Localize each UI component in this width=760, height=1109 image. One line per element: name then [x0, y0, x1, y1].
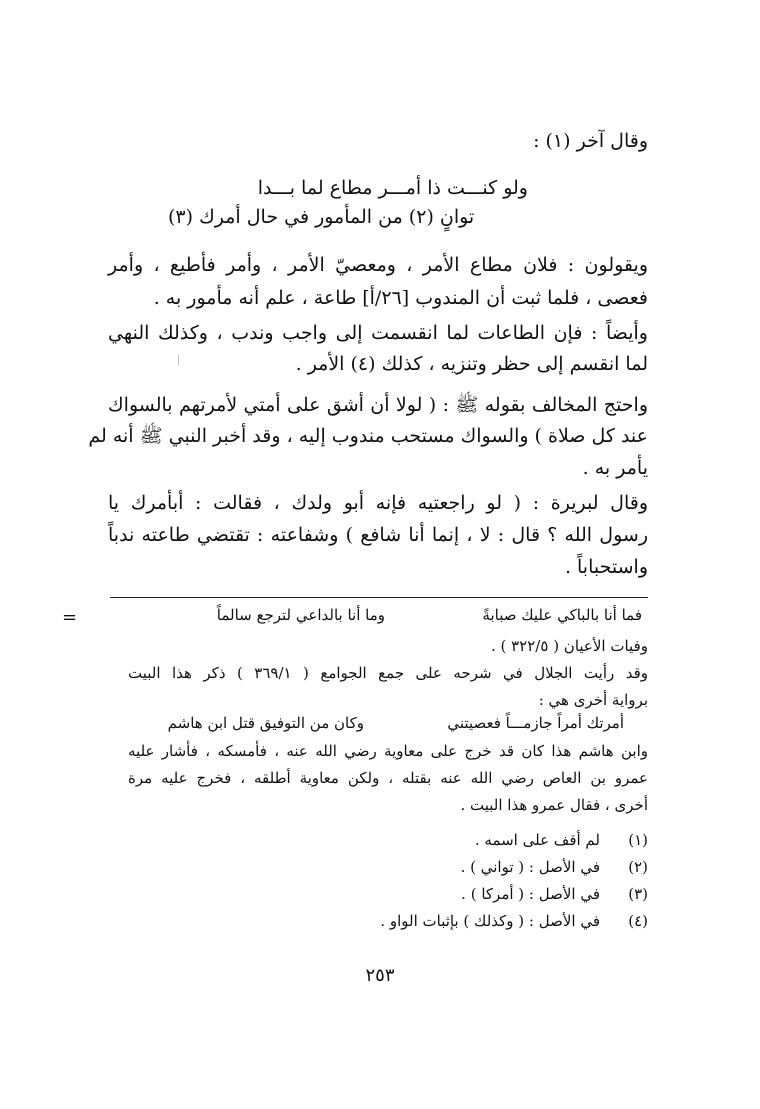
footnote-line: وفيات الأعيان ( ٣٢٢/٥ ) . [490, 637, 648, 655]
paragraph-line: واحتج المخالف بقوله ﷺ : ( لولا أن أشق على أمتي لأمرتهم بالسواك [108, 394, 648, 416]
paragraph-line: لما انقسم إلى حظر وتنزيه ، كذلك (٤) الأمر . [295, 353, 648, 375]
footnote-verse-hemistich: أمرتك أمراً جازمـــاً فعصيتني [447, 714, 624, 732]
footnote-line: برواية أخرى هي : [538, 691, 648, 709]
footnote-text: في الأصل : ( تواني ) . [460, 858, 600, 876]
margin-mark [178, 355, 179, 365]
footnote-text: في الأصل : ( وكذلك ) بإثبات الواو . [380, 912, 600, 930]
page-number: ٢٥٣ [365, 965, 395, 986]
paragraph-line: فعصى ، فلما ثبت أن المندوب [٢٦/أ] طاعة ، علم أنه مأمور به . [153, 287, 648, 309]
paragraph-line: وقال لبريرة : ( لو راجعتيه فإنه أبو ولدك ، فقالت : أبأمرك يا [108, 492, 648, 514]
paragraph-line: عند كل صلاة ) والسواك مستحب مندوب إليه ، وقد أخبر النبي ﷺ أنه لم [88, 425, 648, 447]
footnote-separator [110, 597, 648, 598]
footnote-text: في الأصل : ( أمركا ) . [461, 885, 600, 903]
paragraph-line: رسول الله ؟ قال : لا ، إنما أنا شافع ) وشفاعته : تقتضي طاعته ندباً [108, 524, 648, 546]
footnote-line: أخرى ، فقال عمرو هذا البيت . [460, 796, 648, 814]
footnote-verse-hemistich: وكان من التوفيق قتل ابن هاشم [167, 714, 364, 732]
footnote-line: عمرو بن العاص رضي الله عنه بقتله ، ولكن معاوية أطلقه ، فخرج عليه مرة [128, 769, 648, 787]
paragraph-line: ويقولون : فلان مطاع الأمر ، ومعصيّ الأمر ، وأمر فأطيع ، وأمر [108, 254, 648, 276]
footnote-number: (٣) [628, 885, 648, 903]
footnote-text: لم أقف على اسمه . [474, 831, 600, 849]
footnote-verse-hemistich: فما أنا بالباكي عليك صبابةً [482, 606, 642, 624]
paragraph-line: واستحباباً . [564, 556, 648, 578]
verse-hemistich-1: ولو كنـــت ذا أمـــر مطاع لما بـــدا [257, 177, 528, 199]
paragraph-line: وأيضاً : فإن الطاعات لما انقسمت إلى واجب وندب ، وكذلك النهي [108, 322, 648, 344]
footnote-number: (٤) [628, 912, 648, 930]
verse-hemistich-2: توانٍ (٢) من المأمور في حال أمرك (٣) [168, 206, 475, 228]
paragraph-line: يأمر به . [582, 457, 648, 479]
verse-intro: وقال آخر (١) : [533, 130, 648, 152]
continuation-mark: = [62, 607, 78, 628]
footnote-number: (٢) [628, 858, 648, 876]
footnote-line: وقد رأيت الجلال في شرحه على جمع الجوامع ( ٣٦٩/١ ) ذكر هذا البيت [128, 664, 648, 682]
footnote-number: (١) [628, 831, 648, 849]
footnote-verse-hemistich: وما أنا بالداعي لترجع سالماً [216, 606, 385, 624]
footnote-line: وابن هاشم هذا كان قد خرج على معاوية رضي الله عنه ، فأمسكه ، فأشار عليه [128, 742, 648, 760]
